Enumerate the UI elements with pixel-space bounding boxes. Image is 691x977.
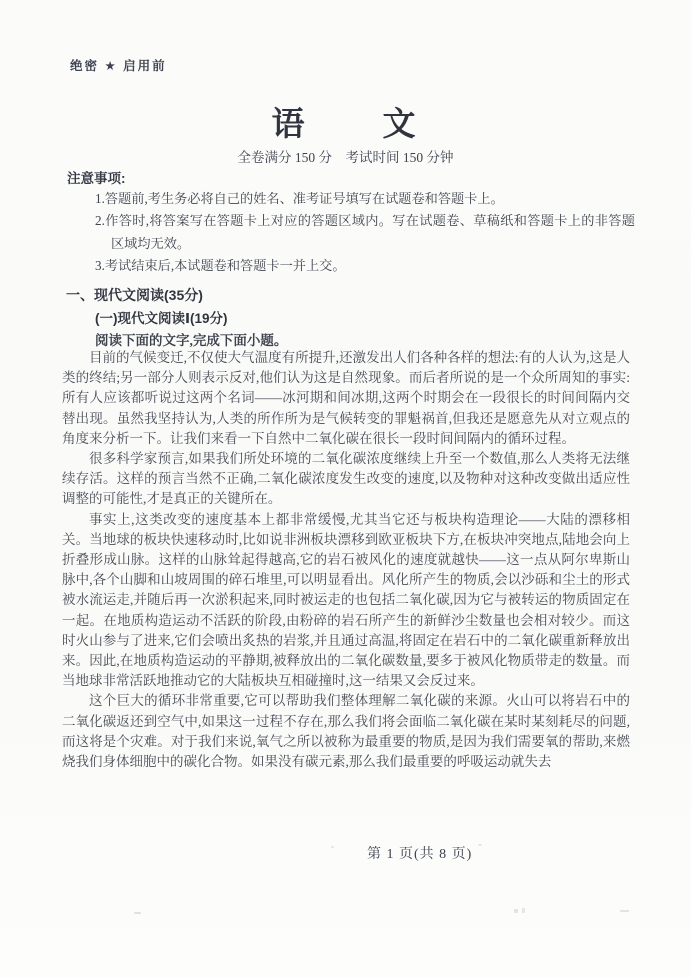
section-heading-modern-reading: 一、现代文阅读(35分) <box>66 287 203 303</box>
scan-artifact <box>522 908 525 913</box>
scan-artifact <box>620 910 629 912</box>
subsection-heading-modern-reading-1: (一)现代文阅读Ⅰ(19分) <box>95 311 228 326</box>
scan-artifact <box>514 909 518 913</box>
notice-item-1: 1.答题前,考生务必将自己的姓名、准考证号填写在试题卷和答题卡上。 <box>95 191 504 206</box>
exam-score-time-subtitle: 全卷满分 150 分 考试时间 150 分钟 <box>237 150 454 165</box>
passage-paragraph-3: 事实上,这类改变的速度基本上都非常缓慢,尤其当它还与板块构造理论——大陆的漂移相关。当地球的板块快速移动时,比如说非洲板块漂移到欧亚板块下方,在板块冲突地点,陆地会向上折叠形成山脉。这样的山脉耸起得越高,它的岩石被风化的速度就越快——这一点从阿尔卑斯山脉中,各个山脚和山坡周围的碎石堆里,可以明显看出。风化所产生的物质,会以沙砾和尘土的形式被水流运走,并随后再一次淤积起来,同时被运走的也包括二氧化碳,因为它与被转运的物质固定在一起。在地质构造运动不活跃的阶段,由粉碎的岩石所产生的新鲜沙尘数量也会相对较少。而这时火山参与了进来,它们会喷出炙热的岩浆,并且通过高温,将固定在岩石中的二氧化碳重新释放出来。因此,在地质构造运动的平静期,被释放出的二氧化碳数量,要多于被风化物质带走的数量。而当地球非常活跃地推动它的大陆板块互相碰撞时,这一结果又会反过来。 <box>62 511 630 689</box>
passage-paragraph-1: 目前的气候变迁,不仅使大气温度有所提升,还激发出人们各种各样的想法:有的人认为,这是人类的终结;另一部分人则表示反对,他们认为这是自然现象。而后者所说的是一个众所周知的事实:所有人应该都听说过这两个名词——冰河期和间冰期,这两个时期会在一段很长的时间间隔内交替出现。虽然我坚持认为,人类的所作所为是气候转变的罪魁祸首,但我还是愿意先从对立观点的角度来分析一下。让我们来看一下自然中二氧化碳在很长一段时间间隔内的循环过程。 <box>62 350 630 446</box>
reading-passage <box>62 348 630 772</box>
scan-artifact <box>478 844 482 846</box>
notice-heading: 注意事项: <box>67 171 126 186</box>
passage-paragraph-2: 很多科学家预言,如果我们所处环境的二氧化碳浓度继续上升至一个数值,那么人类将无法继续存活。这样的预言当然不正确,二氧化碳浓度发生改变的速度,以及物种对这种改变做出适应性调整的可能性,才是真正的关键所在。 <box>62 451 630 507</box>
notice-item-3: 3.考试结束后,本试题卷和答题卡一并上交。 <box>95 258 346 274</box>
classification-banner: 绝密 ★ 启用前 <box>70 59 167 73</box>
page-number-footer: 第 1 页(共 8 页) <box>367 847 473 862</box>
page-title: 语 文 <box>271 107 420 143</box>
reading-instruction: 阅读下面的文字,完成下面小题。 <box>95 333 288 348</box>
scan-artifact <box>331 846 334 848</box>
scan-artifact <box>134 912 141 914</box>
notice-item-2: 2.作答时,将答案写在答题卡上对应的答题区域内。写在试题卷、草稿纸和答题卡上的非答题区域均无效。 <box>95 213 635 251</box>
notice-list <box>95 188 635 278</box>
passage-paragraph-4: 这个巨大的循环非常重要,它可以帮助我们整体理解二氧化碳的来源。火山可以将岩石中的二氧化碳返还到空气中,如果这一过程不存在,那么我们将会面临二氧化碳在某时某刻耗尽的问题,而这将是个灾难。对于我们来说,氧气之所以被称为最重要的物质,是因为我们需要氧的帮助,来燃烧我们身体细胞中的碳化合物。如果没有碳元素,那么我们最重要的呼吸运动就失去 <box>62 693 630 770</box>
